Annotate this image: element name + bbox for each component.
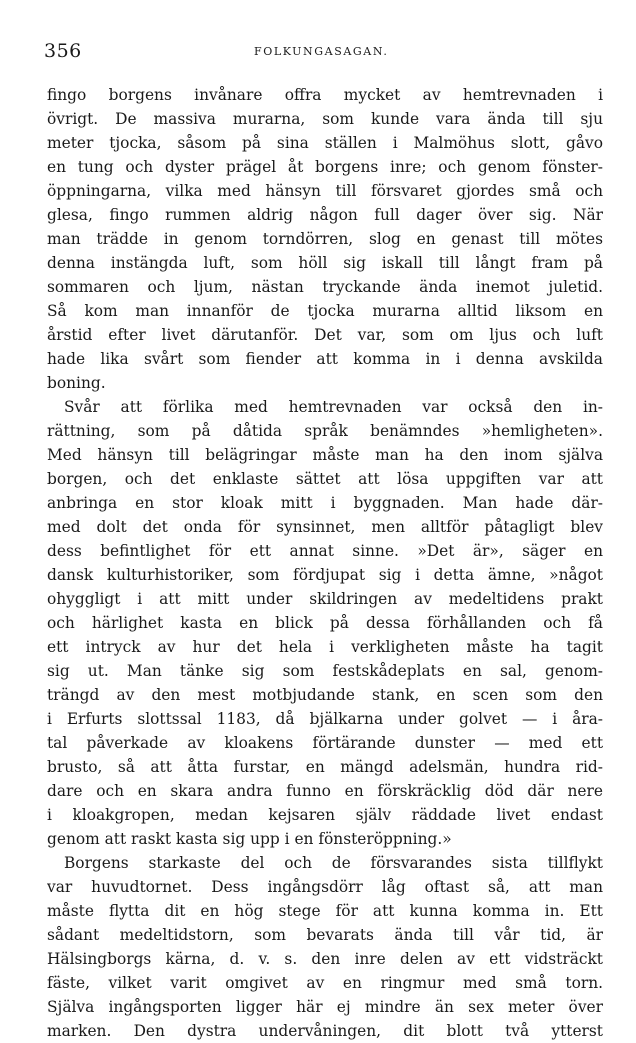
text-line: övrigt. De massiva murarna, som kunde vara ända till sju (47, 110, 603, 128)
text-line: genom att raskt kasta sig upp i en fönsteröppning.» (47, 830, 452, 848)
text-line: hade lika svårt som fiender att komma in i denna avskilda (47, 350, 603, 368)
text-line: meter tjocka, såsom på sina ställen i Malmöhus slott, gåvo (47, 134, 603, 152)
text-line: Borgens starkaste del och de försvarandes sista tillflykt (64, 854, 603, 872)
text-line: marken. Den dystra undervåningen, dit blott två ytterst (47, 1022, 603, 1040)
text-line: Så kom man innanför de tjocka murarna alltid liksom en (47, 302, 603, 320)
text-line: Svår att förlika med hemtrevnaden var också den in- (64, 398, 603, 416)
text-line: Hälsingborgs kärna, d. v. s. den inre delen av ett vidsträckt (47, 950, 603, 968)
text-line: tal påverkade av kloakens förtärande dunster — med ett (47, 734, 603, 752)
running-title: FOLKUNGASAGAN. (254, 45, 389, 58)
text-line: fingo borgens invånare offra mycket av hemtrevnaden i (47, 86, 603, 104)
paragraph (47, 395, 603, 851)
text-line: man trädde in genom torndörren, slog en genast till mötes (47, 230, 603, 248)
text-line: måste flytta dit en hög stege för att kunna komma in. Ett (47, 902, 603, 920)
text-line: trängd av den mest motbjudande stank, en scen som den (47, 686, 603, 704)
text-line: och härlighet kasta en blick på dessa förhållanden och få (47, 614, 603, 632)
text-line: brusto, så att åtta furstar, en mängd adelsmän, hundra rid- (47, 758, 603, 776)
text-line: var huvudtornet. Dess ingångsdörr låg oftast så, att man (47, 878, 603, 896)
text-line: dansk kulturhistoriker, som fördjupat sig i detta ämne, »något (47, 566, 603, 584)
text-line: anbringa en stor kloak mitt i byggnaden. Man hade där- (47, 494, 603, 512)
text-line: i kloakgropen, medan kejsaren själv räddade livet endast (47, 806, 603, 824)
text-line: sådant medeltidstorn, som bevarats ända till vår tid, är (47, 926, 603, 944)
text-line: borgen, och det enklaste sättet att lösa uppgiften var att (47, 470, 603, 488)
text-line: sig ut. Man tänke sig som festskådeplats en sal, genom- (47, 662, 603, 680)
text-line: årstid efter livet därutanför. Det var, som om ljus och luft (47, 326, 603, 344)
text-line: ett intryck av hur det hela i verkligheten måste ha tagit (47, 638, 603, 656)
page-number: 356 (44, 40, 82, 62)
text-line: boning. (47, 374, 106, 392)
text-line: dess befintlighet för ett annat sinne. »Det är», säger en (47, 542, 603, 560)
text-line: en tung och dyster prägel åt borgens inre; och genom fönster- (47, 158, 603, 176)
text-line: Med hänsyn till belägringar måste man ha den inom själva (47, 446, 603, 464)
paragraph (47, 851, 603, 1043)
text-line: sommaren och ljum, nästan tryckande ända inemot juletid. (47, 278, 603, 296)
text-line: Själva ingångsporten ligger här ej mindre än sex meter över (47, 998, 603, 1016)
text-line: fäste, vilket varit omgivet av en ringmur med små torn. (47, 974, 603, 992)
body-text (47, 83, 603, 1043)
text-line: ohyggligt i att mitt under skildringen av medeltidens prakt (47, 590, 603, 608)
text-line: glesa, fingo rummen aldrig någon full dager över sig. När (47, 206, 603, 224)
text-line: med dolt det onda för synsinnet, men alltför påtagligt blev (47, 518, 603, 536)
page-header (44, 40, 602, 66)
text-line: i Erfurts slottssal 1183, då bjälkarna under golvet — i åra- (47, 710, 603, 728)
text-line: dare och en skara andra funno en förskräcklig död där nere (47, 782, 603, 800)
paragraph (47, 83, 603, 395)
text-line: öppningarna, vilka med hänsyn till försvaret gjordes små och (47, 182, 603, 200)
text-line: denna instängda luft, som höll sig iskall till långt fram på (47, 254, 603, 272)
text-line: rättning, som på dåtida språk benämndes »hemligheten». (47, 422, 603, 440)
